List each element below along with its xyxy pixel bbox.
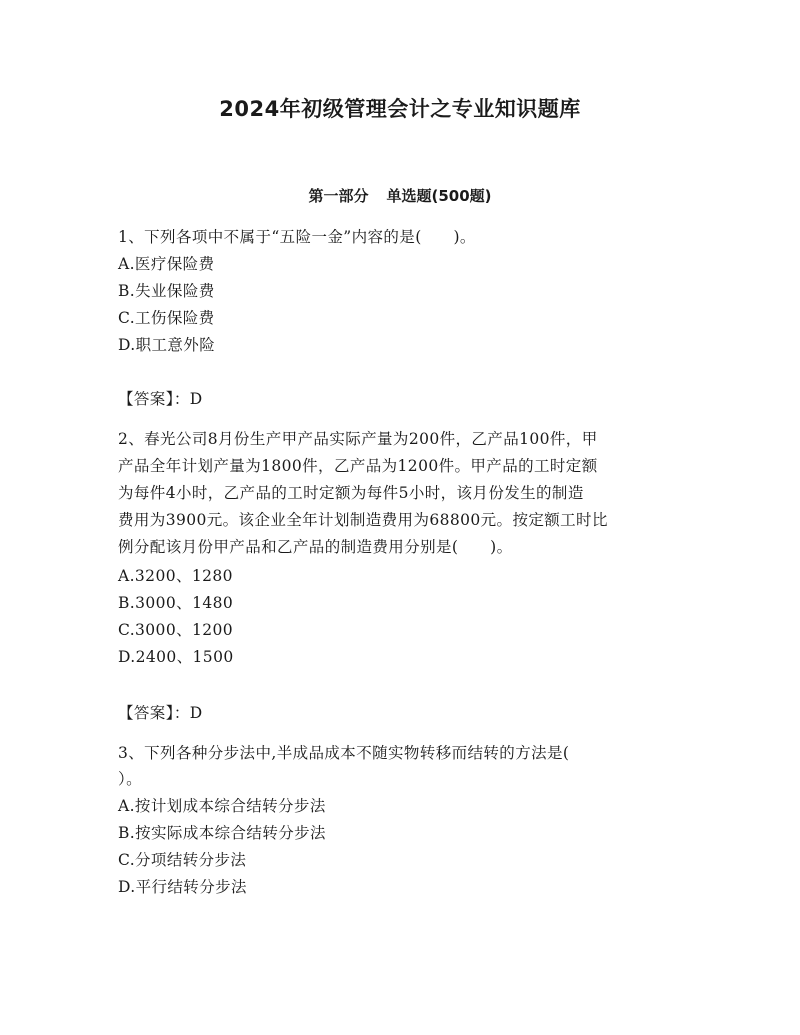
question-3-option-c: C.分项结转分步法 [118,851,247,869]
question-1-option-a: A.医疗保险费 [118,255,215,273]
question-1-answer: 【答案】：D [118,390,203,408]
question-3-stem-line-2: ）。 [118,770,143,788]
question-2-option-b: B.3000、1480 [118,594,234,612]
question-2-stem-line-1: 2、春光公司8月份生产甲产品实际产量为200件，乙产品100件，甲 [118,430,598,448]
question-1-stem: 1、下列各项中不属于“五险一金”内容的是( )。 [118,228,476,246]
question-2-stem-line-2: 产品全年计划产量为1800件，乙产品为1200件。甲产品的工时定额 [118,457,598,475]
question-1-option-d: D.职工意外险 [118,336,216,354]
question-2-stem-line-5: 例分配该月份甲产品和乙产品的制造费用分别是( )。 [118,538,513,556]
question-1-option-b: B.失业保险费 [118,282,215,300]
document-title: 2024年初级管理会计之专业知识题库 [219,97,581,121]
question-3-option-a: A.按计划成本综合结转分步法 [118,797,326,815]
question-2-answer: 【答案】：D [118,704,203,722]
section-part: 第一部分 [308,187,369,205]
question-2-option-d: D.2400、1500 [118,648,234,666]
question-2-stem-line-3: 为每件4小时，乙产品的工时定额为每件5小时，该月份发生的制造 [118,484,584,502]
question-2-option-a: A.3200、1280 [118,567,233,585]
question-2-option-c: C.3000、1200 [118,621,234,639]
section-name: 单选题(500题) [386,187,492,205]
question-1-option-c: C.工伤保险费 [118,309,215,327]
question-3-stem-line-1: 3、下列各种分步法中,半成品成本不随实物转移而结转的方法是( [118,744,570,762]
question-3-option-d: D.平行结转分步法 [118,878,247,896]
section-heading [0,184,800,208]
question-3-option-b: B.按实际成本综合结转分步法 [118,824,326,842]
question-2-stem-line-4: 费用为3900元。该企业全年计划制造费用为68800元。按定额工时比 [118,511,608,529]
